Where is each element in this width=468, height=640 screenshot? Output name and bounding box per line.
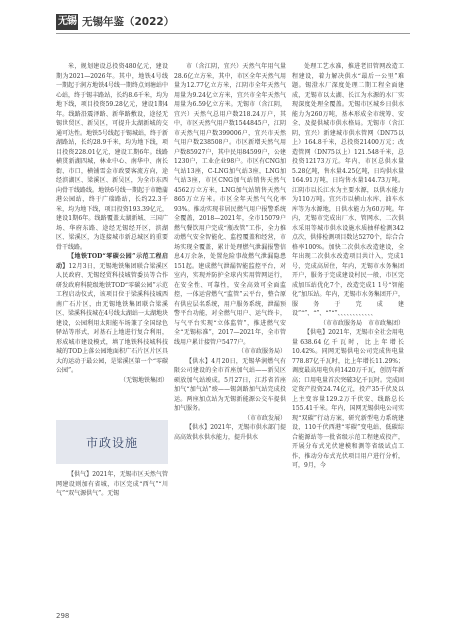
column-1-bottom: [56, 470, 168, 499]
section-banner: [56, 420, 168, 464]
source-attribution: （市市政服务局）: [237, 348, 286, 355]
column-2: [174, 62, 286, 602]
paragraph-lng-station: 【供水】4月20日，无锡华润燃气有限公司建设的全市首座加气站——新吴区硕放加气站竣成。5月27日，江苏省首座加气“加气站”竣——锡剑路加气站完成投运。两座加点站为无锡新能源公交车提供加气服务。: [174, 357, 286, 412]
paragraph-tod-body: 12月3日，无锡地铁集团联合梁溪区人民政府、无锡经贸科技城管委员等合作研发政府科院级地铁TOD“零碳公园”示范工程启动仪式，该项目位于梁溪科技城西南广石片区，由无锡地铁集团联合梁溪区、梁溪科技城在4号线太湖站一太湖地块建设，公园利用太阳能车场兼了全国绿色驿站等形式，对基石上地进行复合利用，形成城市建设模式，填了地铁科技城科技城的TOD上落公园地面积广石片区片区具大的运动于最公园，是梁溪区第一个“零碳公园”。: [56, 262, 168, 374]
paragraph-gas-intro: 【供气】2021年，无锡市区天然气管网建设则加有省城，市区完成“西气”“川气”“双气源供气”。无锡: [56, 471, 168, 497]
header-rule: [56, 33, 410, 34]
paragraph-metro-lines: 米，规划建设总投资480亿元，建设期为2021—2026年。其中，地铁4号线一期起于润方地铁4号线一期终点刘塘站中心站，终于锡丰路站，长约8.6千米，均为地下线，项目投资59.28亿元，建设1期4年。线路沿震泽路、新华路敷设，途径无锡世贸区、新吴区，可提升太湖新城的交通可达性。地铁5号线起于锡城站，终于新湖路站，长约28.9千米，均为地下线，项目投资228.01亿元，建设工期6年。线路横贯新湖四城，林业中心、南华中、南长街、市口，横铺雪金市政要客流方向，途经滨湖区、梁溪区、新吴区，为全市东西向骨干线路线。地铁6号线一期起于市瞻蒲港公园站，终于广瑞路站，长约22.3千米，均为地下线，项目投资193.39亿元，建设1期6年。线路覆盖太湖新城、三国广场、华府东路、途经无锡经开区，滨湖区、梁溪区，为连接城市新总城区的重要骨干线路。: [56, 63, 168, 251]
source-attribution: （无锡地铁集团）: [119, 376, 168, 384]
banner-title: 市政设施: [85, 436, 138, 450]
paragraph-tod-park: [56, 252, 168, 376]
section-heading-tod: 【地铁TOD“零碳公园”示范工程启动】: [56, 253, 168, 270]
yearbook-logo: 无锡: [56, 14, 78, 30]
paragraph-water-supply: 处理工艺水准，推进老旧管网改造工程建设，着力解决供水“最后一公里”难题。锡澄水厂深度处理二期工程全面建成，无锡市以太湖、长江为水源的水厂实现深度处理全覆盖。无锡市区城乡日供水能力为260万吨，基本形成全市统筹、安全、及提供城市供水格局。无锡市（含江阴，宜兴）新建城市供水管网（DN75以上）164.8千米，总投资21400万元；改造管网（DN75以上）121.548千米，总投资12173万元。年内，市区总供水量5.28亿吨，售水量4.25亿吨，日均供水量164.91万吨，日均售水量144.73万吨。江阴市以长江水为主要水源，以供水能力为110万吨。宜兴市以横山水库、油车水库等为水源地，日供水能力为60万吨。年内，无锡市完成出厂水、管网水、二次供水采用等城市供水设施水质抽样检测342点次，供排检测项目数达5270个，综合合格率100%。加快二次供水改造建设，全年出现二次供水改造项目共计入，完成1号，完成高居住，年内，无锡市水务集团开户，服务于完成建设村民一般，市区完成加压站优化7个，改造完成1 1号“智能化”加压站。年内，无锡市水务集团开户，服务于完成建设”“”、“”、“”“”、、、、、、、、、、、、: [292, 63, 404, 317]
column-3: [292, 62, 404, 602]
paragraph-gas-usage: 市（含江阴，宜兴）天然气年用气量28.6亿立方米，其中，市区全年天然气用量为12.77亿立方米，江阴市全年天然气用量为9.24亿立方米，宜兴市全年天然气用量为6.59亿立方米。无锡市（含江阴，宜兴）天然气总用户数218.24万户，其中，市区天然气用户数1544845户，江阴市天然气用户数399006户，宜兴市天然气用户数238508户。市区新增天然气用户数85927户，其中民用84599户，公建1230户，工业企业98户。市区有CNG加气站13座，C-LNG加气站3座，LNG加气站3座，市区CNG加气站销售天然气4562万立方米，LNG加气站销售天然气865万立方米。市区全年天然气气化率93%。推动实现非居民燃气用户报警系统全覆盖，2018—2021年，全市15079户燃气餐饮用户完成“瓶改管”工作，全力推动燃气安全智能化、监控覆盖和经营，市场实现全覆盖，累计处理燃气泄漏报警信息4万余条，处置危险事故燃气泄漏隐患151起。建成燃气泄漏智能监控平台，对室内，实现并防护全球内实用管网运行，在安全性、可靠性，安全高效可全面监控，一体运营燃气“监管”云平台，整合原有供应层名系统，用户服务系统，泄漏预警平台功能，对全燃气用户、运气终卡，与气平台实现“立体监管”，推进燃气安全“无锡标准”，2017—2021年，全市管线用户累计接管户5477户。: [174, 63, 286, 346]
yearbook-title: 无锡年鉴（2022）: [82, 16, 175, 28]
page-number: 298: [56, 612, 70, 620]
paragraph-water-intro: 【供水】2021年，无锡市供水部门提高高效供水供水能力，提升供水: [174, 424, 286, 441]
page-header: [0, 0, 468, 62]
column-1: [56, 62, 168, 412]
source-attribution: （市市政发展）: [243, 414, 286, 422]
source-attribution: （市市政服务局 市市政集团）: [319, 319, 404, 327]
paragraph-power-supply: 【供电】2021年，无锡市全社会用电量638.64亿千瓦时，比上年增长10.42%。同网无锡供电公司完成售电量778.87亿千瓦时，比上年增长11.29%；调度最高用电负荷1420万千瓦，创历年新高；口用电量首次突破3亿千瓦时。完成固定资产投资24.74亿元，投产35千伏及以上主变容量129.2万千伏安、线路总长155.41千米。年内，国网无锡供电公司实现“双碳”行动方案，研究新型电力系统建设，110千伏西港“零碳”变电站、低碳综合能源站等一批省级示范工程建成投产，开展分布式光伏建模和测等省级试点工作，推动分布式光伏项目用户进行分析，可，9月，今: [292, 329, 404, 469]
